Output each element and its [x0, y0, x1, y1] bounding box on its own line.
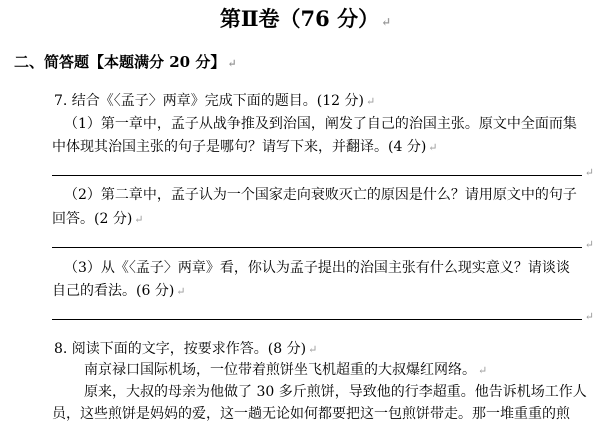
paragraph-mark-icon: ↵	[584, 166, 594, 179]
paragraph-mark-icon: ↵	[584, 310, 594, 323]
paragraph-mark-icon: ↵	[381, 15, 392, 29]
answer-line-q7-part-2	[52, 238, 594, 251]
question-7-part-3-line-1	[64, 259, 570, 277]
paragraph-mark-icon: ↵	[478, 364, 488, 377]
question-7-part-1-text-2: 中体现其治国主张的句子是哪句？请写下来，并翻译。(4 分)	[52, 139, 427, 155]
paragraph-mark-icon: ↵	[308, 343, 318, 356]
answer-line-q7-part-3	[52, 310, 594, 323]
question-7-part-1-line-2	[52, 138, 438, 157]
paragraph-mark-icon: ↵	[134, 213, 144, 226]
question-8-passage-line-3	[52, 405, 570, 423]
question-8-passage-text-1: 南京禄口国际机场，一位带着煎饼坐飞机超重的大叔爆红网络。	[84, 362, 476, 378]
question-7-part-2-line-2	[52, 210, 144, 229]
question-7-stem-text: 7. 结合《〈孟子〉两章》完成下面的题目。(12 分)	[54, 93, 364, 109]
section-heading-text: 二、简答题【本题满分 20 分】	[14, 53, 226, 71]
question-7-part-2-line-1	[64, 186, 577, 204]
question-8-stem	[54, 340, 317, 359]
question-8-passage-text-3: 员，这些煎饼是妈妈的爱，这一趟无论如何都要把这一包煎饼带走。那一堆重重的煎	[52, 406, 570, 422]
question-7-part-1-line-1	[64, 115, 577, 133]
question-7-stem	[54, 92, 375, 111]
question-7-part-3-text-2: 自己的看法。(6 分)	[52, 283, 175, 299]
paragraph-mark-icon: ↵	[176, 285, 186, 298]
question-7-part-2-text-2: 回答。(2 分)	[52, 211, 133, 227]
paragraph-mark-icon: ↵	[428, 141, 438, 154]
question-7-part-2-text-1: （2）第二章中，孟子认为一个国家走向衰败灭亡的原因是什么？请用原文中的句子	[64, 187, 577, 203]
exam-part-title-text: 第Ⅱ卷（76 分）	[219, 6, 380, 31]
question-7-part-1-text-1: （1）第一章中，孟子从战争推及到治国，阐发了自己的治国主张。原文中全面而集	[64, 116, 577, 132]
paragraph-mark-icon: ↵	[227, 57, 237, 70]
question-8-stem-text: 8. 阅读下面的文字，按要求作答。(8 分)	[54, 341, 307, 357]
question-7-part-3-text-1: （3）从《〈孟子〉两章》看，你认为孟子提出的治国主张有什么现实意义？请谈谈	[64, 260, 570, 276]
question-7-part-3-line-2	[52, 282, 186, 301]
paragraph-mark-icon: ↵	[584, 238, 594, 251]
section-heading	[14, 53, 237, 73]
paragraph-mark-icon: ↵	[366, 95, 376, 108]
question-8-passage-line-1	[84, 361, 487, 380]
exam-part-title	[0, 6, 611, 35]
answer-line-q7-part-1	[52, 166, 594, 179]
question-8-passage-text-2: 原来，大叔的母亲为他做了 30 多斤煎饼，导致他的行李超重。他告诉机场工作人	[84, 384, 587, 400]
question-8-passage-line-2	[84, 383, 587, 401]
